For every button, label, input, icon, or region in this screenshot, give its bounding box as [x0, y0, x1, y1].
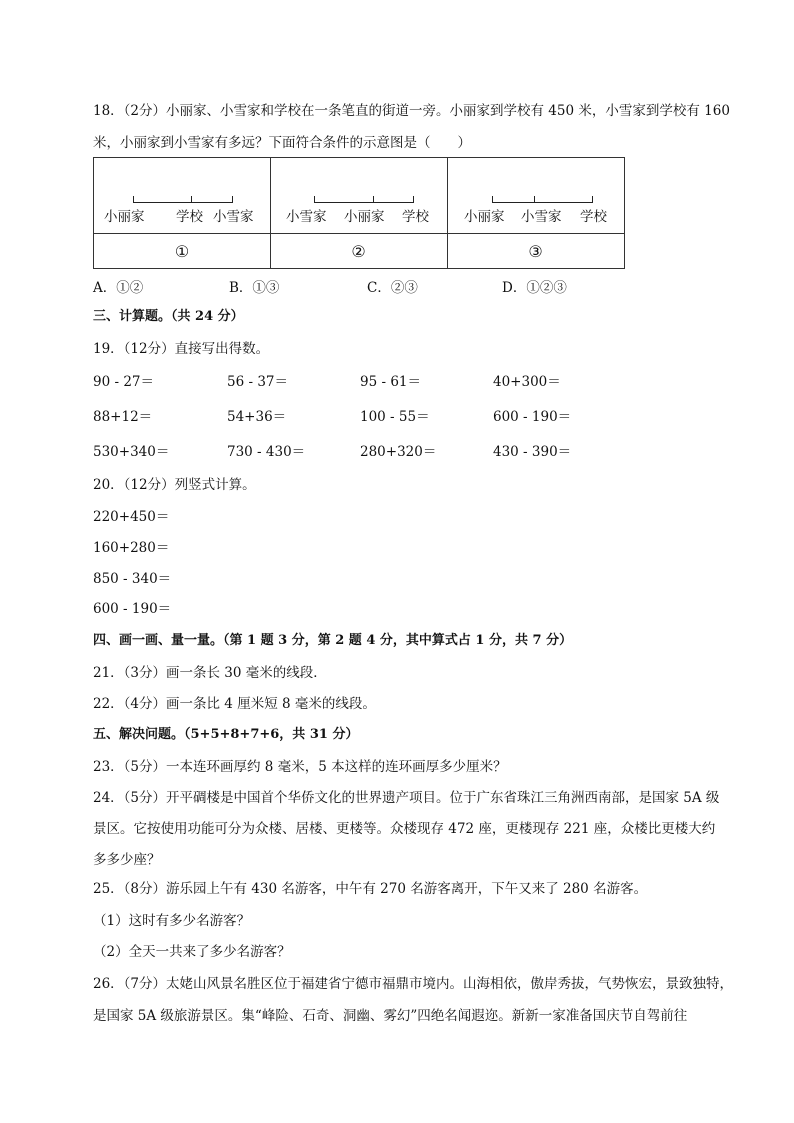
diagram-label: 学校: [580, 209, 607, 225]
q20-title: 20．（12分）列竖式计算。: [93, 477, 256, 493]
q24-line3: 多多少座？: [93, 852, 161, 868]
diagram-label: 小雪家: [213, 209, 254, 225]
diagram-label: 小雪家: [286, 209, 327, 225]
calc-item: 600 - 190＝: [493, 409, 572, 425]
diagram-label: 小丽家: [344, 209, 385, 225]
vertical-calc-item: 220+450＝: [93, 509, 170, 525]
calc-item: 530+340＝: [93, 444, 170, 460]
diagram-label: 学校: [176, 209, 203, 225]
calc-item: 730 - 430＝: [227, 444, 306, 460]
vertical-calc-item: 160+280＝: [93, 540, 170, 556]
tick-mark: [232, 196, 233, 203]
calc-item: 430 - 390＝: [493, 444, 572, 460]
diagram-number: ②: [351, 242, 366, 261]
q18-option-a: A．①②: [93, 280, 144, 296]
q26-line2: 是国家 5A 级旅游景区。集“峰险、石奇、洞幽、雾幻”四绝名闻遐迩。新新一家准备国庆节自驾前往: [93, 1008, 688, 1024]
q22-text: 22．（4分）画一条比 4 厘米短 8 毫米的线段。: [93, 696, 376, 712]
q24-line2: 景区。它按使用功能可分为众楼、居楼、更楼等。众楼现存 472 座，更楼现存 221 座，众楼比更楼大约: [93, 821, 716, 837]
tick-mark: [373, 196, 374, 203]
calc-item: 280+320＝: [360, 444, 437, 460]
q18-option-b: B．①③: [229, 280, 280, 296]
tick-mark: [191, 196, 192, 203]
vertical-calc-item: 850 - 340＝: [93, 571, 172, 587]
section-heading-5: 五、解决问题。（5+5+8+7+6，共 31 分）: [93, 727, 359, 742]
tick-mark: [592, 196, 593, 203]
tick-mark: [314, 196, 315, 203]
calc-item: 88+12＝: [93, 409, 153, 425]
diagram-label: 小丽家: [464, 209, 505, 225]
tick-mark: [492, 196, 493, 203]
calc-item: 100 - 55＝: [360, 409, 430, 425]
section-heading-4: 四、画一画、量一量。（第 1 题 3 分，第 2 题 4 分，其中算式占 1 分，共 7 分）: [93, 633, 573, 648]
tick-mark: [413, 196, 414, 203]
q19-title: 19．（12分）直接写出得数。: [93, 341, 270, 357]
diagram-label: 小丽家: [104, 209, 145, 225]
q26-line1: 26．（7分）太姥山风景名胜区位于福建省宁德市福鼎市境内。山海相依，傲岸秀拔，气势恢宏，景致独特，: [93, 976, 734, 992]
calc-item: 90 - 27＝: [93, 374, 155, 390]
segment-line: [133, 202, 232, 203]
calc-item: 56 - 37＝: [227, 374, 289, 390]
calc-item: 40+300＝: [493, 374, 561, 390]
q18-option-d: D．①②③: [502, 280, 567, 296]
tick-mark: [534, 196, 535, 203]
q18-line2: 米，小丽家到小雪家有多远？下面符合条件的示意图是（ ）: [93, 135, 471, 151]
diagram-row-divider: [94, 233, 624, 234]
calc-item: 95 - 61＝: [360, 374, 422, 390]
segment-line: [492, 202, 592, 203]
vertical-calc-item: 600 - 190＝: [93, 601, 172, 617]
section-heading-3: 三、计算题。（共 24 分）: [93, 309, 244, 324]
q21-text: 21．（3分）画一条长 30 毫米的线段．: [93, 665, 327, 681]
diagram-number: ①: [174, 242, 190, 261]
q25-sub1: （1）这时有多少名游客？: [93, 913, 251, 929]
q18-option-c: C．②③: [367, 280, 418, 296]
q24-line1: 24．（5分）开平碉楼是中国首个华侨文化的世界遗产项目。位于广东省珠江三角洲西南部，是国家 5A 级: [93, 790, 720, 806]
diagram-label: 小雪家: [521, 209, 562, 225]
q23-text: 23．（5分）一本连环画厚约 8 毫米，5 本这样的连环画厚多少厘米？: [93, 759, 507, 775]
diagram-number: ③: [528, 242, 543, 261]
q18-line1: 18．（2分）小丽家、小雪家和学校在一条笔直的街道一旁。小丽家到学校有 450 米，小雪家到学校有 160: [93, 103, 730, 119]
q25-sub2: （2）全天一共来了多少名游客？: [93, 944, 291, 960]
tick-mark: [133, 196, 134, 203]
calc-item: 54+36＝: [227, 409, 287, 425]
segment-line: [314, 202, 413, 203]
q18-diagram-table: [93, 157, 625, 269]
q25-line1: 25．（8分）游乐园上午有 430 名游客，中午有 270 名游客离开，下午又来了 280 名游客。: [93, 881, 648, 897]
diagram-label: 学校: [402, 209, 429, 225]
